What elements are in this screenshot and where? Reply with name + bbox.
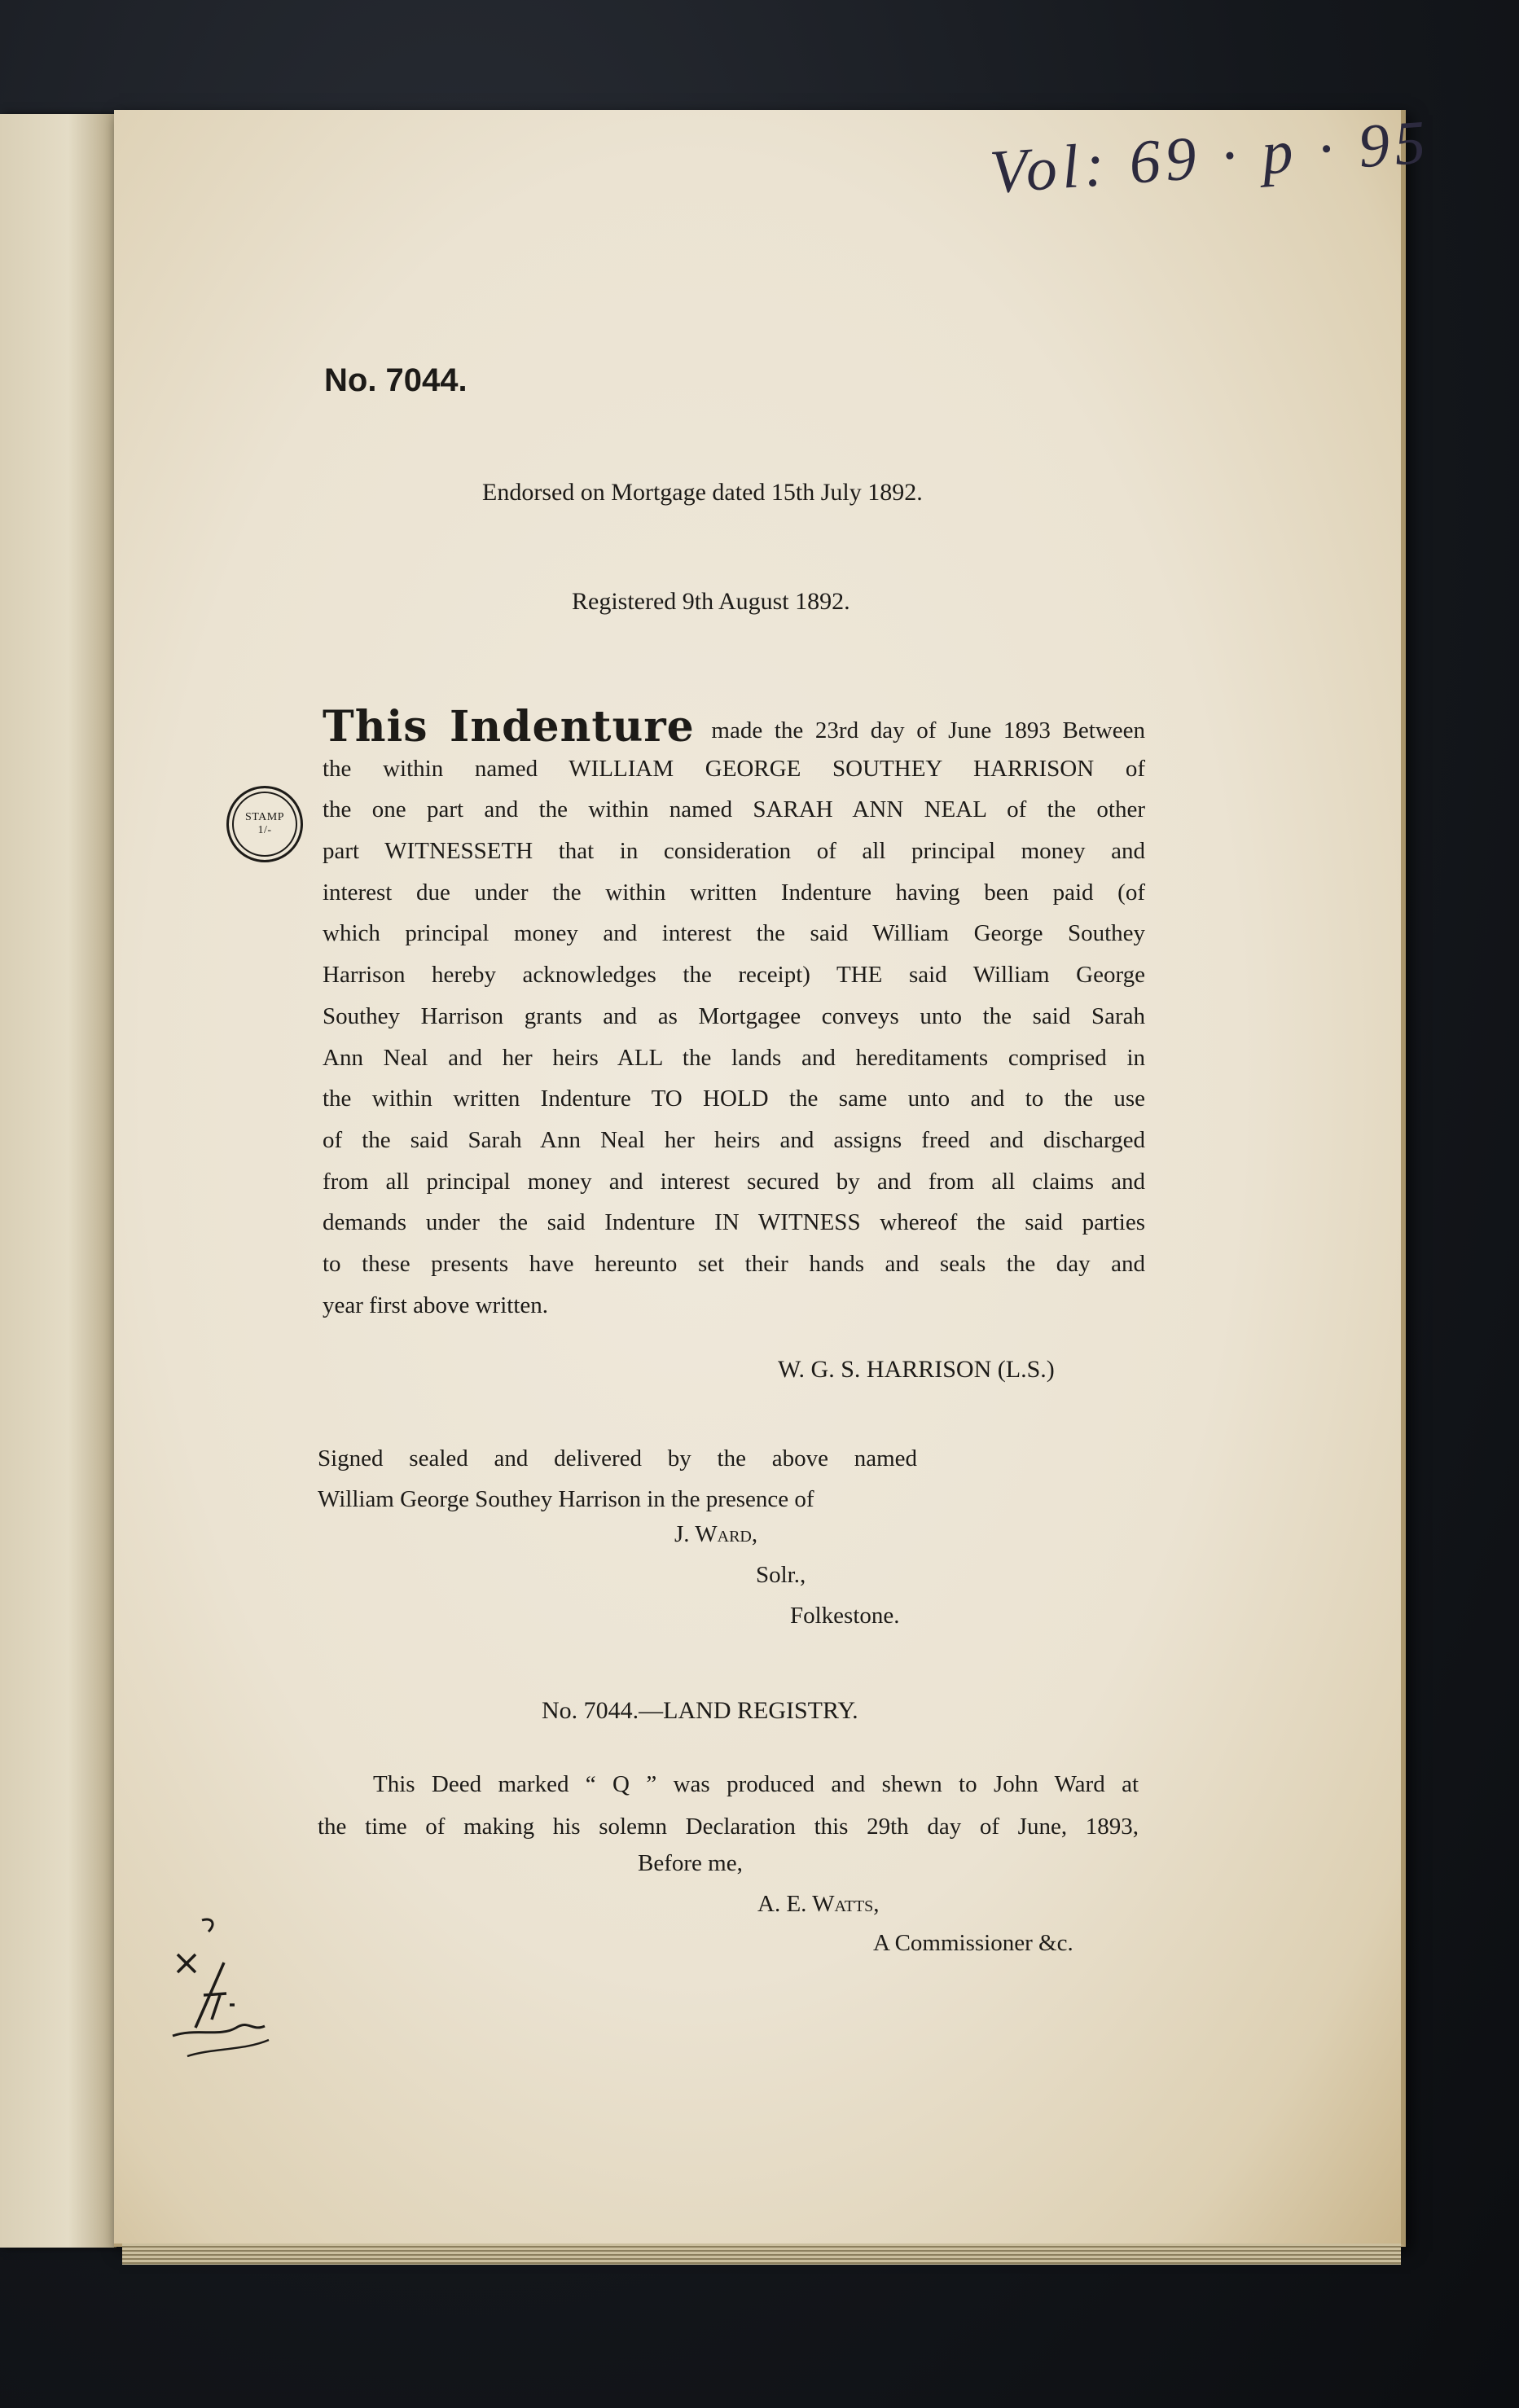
signed-block <box>318 1438 917 1520</box>
indenture-line: Harrison hereby acknowledges the receipt) THE said William George <box>323 962 1145 989</box>
indenture-line: Southey Harrison grants and as Mortgagee conveys unto the said Sarah <box>323 1002 1145 1029</box>
indenture-line: which principal money and interest the said William George Southey <box>323 920 1145 947</box>
stamp-seal <box>226 786 303 862</box>
handwritten-volume-note: Vol: 69 · p · 95 <box>987 107 1433 207</box>
indenture-opening-words: This Indenture <box>323 702 695 752</box>
signed-line: Signed sealed and delivered by the above named <box>318 1445 917 1472</box>
indenture-line: Ann Neal and her heirs ALL the lands and hereditaments comprised in <box>323 1044 1145 1071</box>
land-registry-heading: No. 7044.—LAND REGISTRY. <box>542 1697 858 1724</box>
endorsed-line: Endorsed on Mortgage dated 15th July 1892. <box>482 479 923 506</box>
indenture-line <box>323 702 1146 752</box>
stamp-value: 1/- <box>257 824 272 836</box>
indenture-line: interest due under the within written Indenture having been paid (of <box>323 879 1145 906</box>
indenture-line: the one part and the within named SARAH ANN NEAL of the other <box>323 796 1145 823</box>
indenture-line: to these presents have hereunto set their hands and seals the day and <box>323 1250 1145 1277</box>
witness-place: Folkestone. <box>790 1603 900 1629</box>
indenture-line: of the said Sarah Ann Neal her heirs and assigns freed and discharged <box>323 1126 1145 1153</box>
indenture-line: part WITNESSETH that in consideration of all principal money and <box>323 838 1145 865</box>
indenture-line-text: made the 23rd day of June 1893 Between <box>711 717 1146 743</box>
commissioner-title: A Commissioner &c. <box>873 1930 1073 1956</box>
witness-title: Solr., <box>756 1562 806 1588</box>
indenture-line: year first above written. <box>323 1292 549 1318</box>
indenture-line: the within named WILLIAM GEORGE SOUTHEY HARRISON of <box>323 755 1145 782</box>
signed-line: William George Southey Harrison in the presence of <box>318 1486 814 1512</box>
declaration-line: This Deed marked “ Q ” was produced and shewn to John Ward at <box>373 1771 1139 1797</box>
indenture-body <box>323 702 1146 1326</box>
indenture-line: the within written Indenture TO HOLD the same unto and to the use <box>323 1086 1145 1112</box>
page-stack-edge <box>122 2244 1401 2265</box>
document-number: No. 7044. <box>324 362 468 398</box>
commissioner-name: A. E. Watts, <box>757 1891 880 1917</box>
signature-harrison: W. G. S. HARRISON (L.S.) <box>778 1356 1055 1383</box>
declaration-line: the time of making his solemn Declaration this 29th day of June, 1893, <box>318 1814 1139 1840</box>
previous-page-edge <box>0 114 116 2248</box>
indenture-line: from all principal money and interest secured by and from all claims and <box>323 1168 1145 1195</box>
handwritten-initials-mark <box>163 1914 285 2077</box>
witness-name: J. Ward, <box>674 1521 758 1547</box>
declaration-block <box>318 1763 1139 1848</box>
indenture-line: demands under the said Indenture IN WITNESS whereof the said parties <box>323 1209 1145 1236</box>
stamp-label: STAMP <box>244 811 285 823</box>
before-me: Before me, <box>638 1850 743 1876</box>
registered-line: Registered 9th August 1892. <box>572 588 850 615</box>
